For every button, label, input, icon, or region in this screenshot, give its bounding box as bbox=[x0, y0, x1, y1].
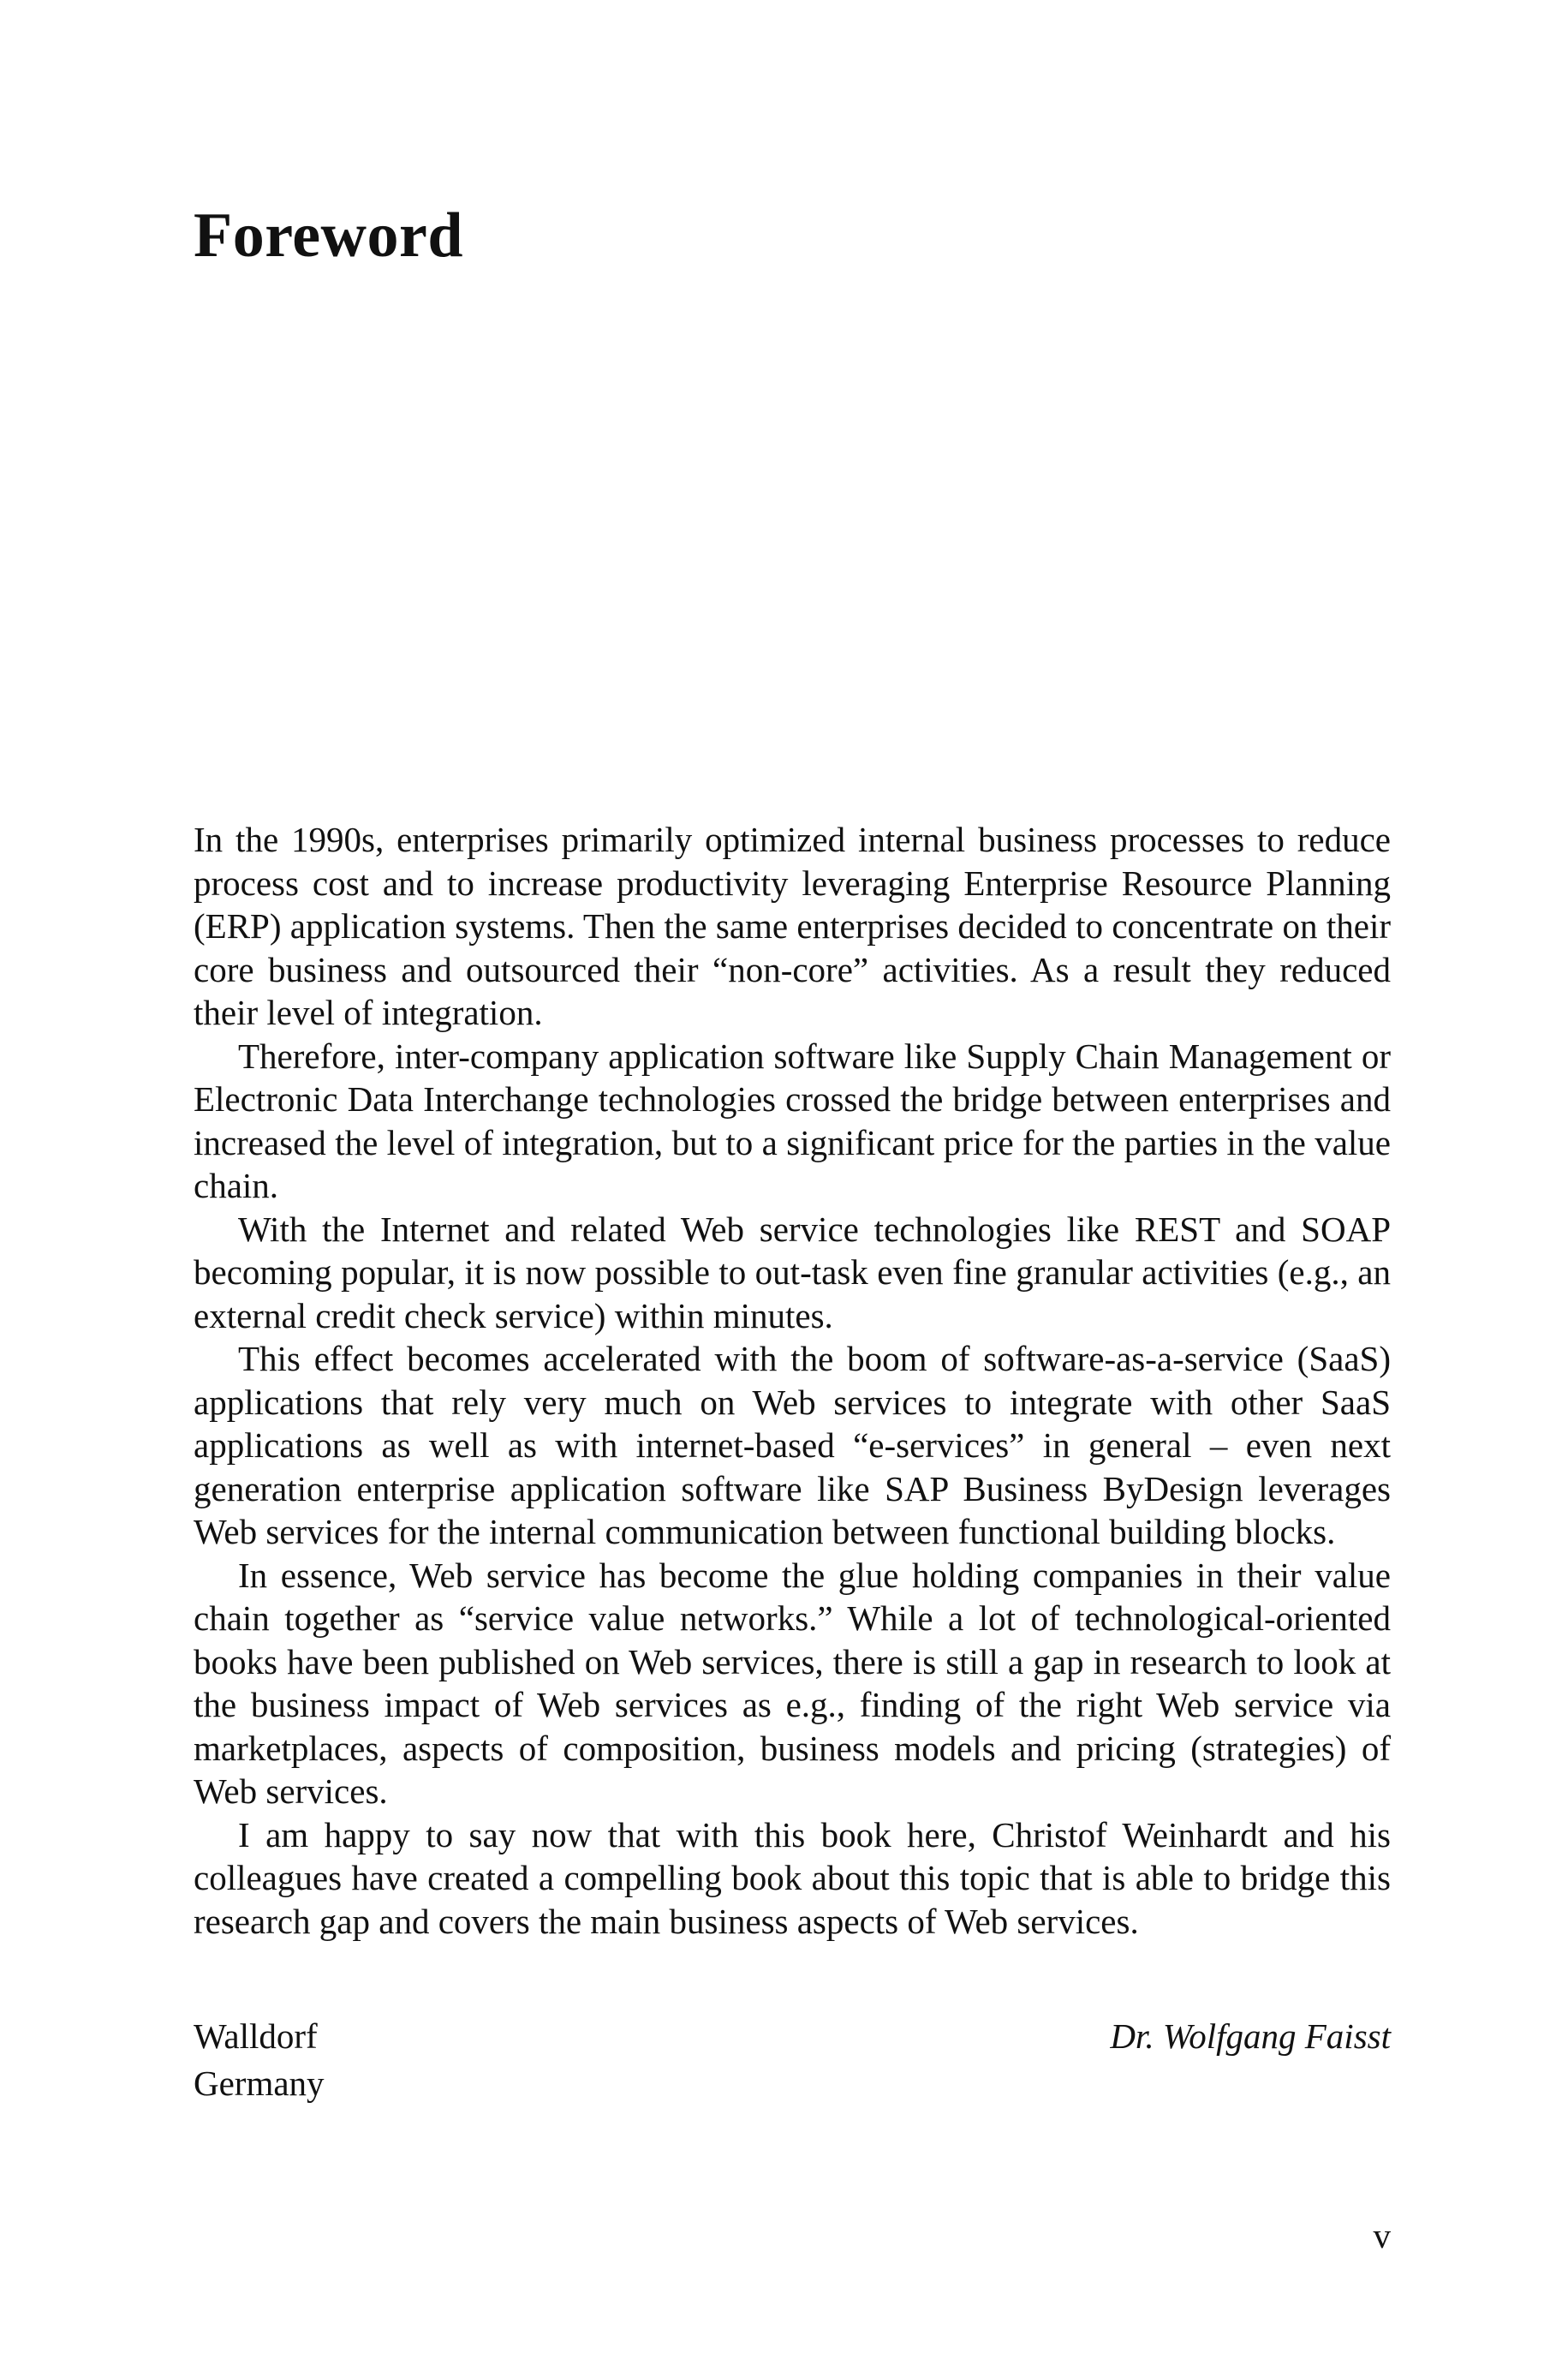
paragraph: I am happy to say now that with this book here, Christof Weinhardt and his colleagues have created a compelling book about this topic that is able to bridge this research gap and covers the main business aspects of Web services. bbox=[194, 1814, 1391, 1941]
chapter-title: Foreword bbox=[194, 200, 463, 271]
signature-block bbox=[194, 2013, 1391, 2107]
signature-author: Dr. Wolfgang Faisst bbox=[1110, 2016, 1391, 2056]
foreword-body bbox=[194, 818, 1391, 1943]
paragraph: Therefore, inter-company application software like Supply Chain Management or Electronic Data Interchange technologies crossed the bridge between enterprises and increased the level of integration, but to a significant price for the parties in the value chain. bbox=[194, 1036, 1391, 1205]
signature-country: Germany bbox=[194, 2063, 325, 2103]
signature-city: Walldorf bbox=[194, 2016, 318, 2056]
paragraph: In essence, Web service has become the glue holding companies in their value chain together as “service value networks.” While a lot of technological-oriented books have been published on Web services, there is still a gap in research to look at the business impact of Web services as e.g., finding of the right Web service via marketplaces, aspects of composition, business models and pricing (strategies) of Web services. bbox=[194, 1555, 1391, 1811]
paragraph: This effect becomes accelerated with the boom of software-as-a-service (SaaS) applications that rely very much on Web services to integrate with other SaaS applications as well as with internet-based “e-services” in general – even next generation enterprise application software like SAP Business ByDesign leverages Web services for the internal communication between functional building blocks. bbox=[194, 1339, 1391, 1551]
paragraph: In the 1990s, enterprises primarily optimized internal business processes to reduce process cost and to increase productivity leveraging Enterprise Resource Planning (ERP) application systems. Then the same enterprises decided to concentrate on their core business and outsourced their “non-core” activities. As a result they reduced their level of integration. bbox=[194, 820, 1391, 1032]
page-number: v bbox=[1373, 2216, 1391, 2255]
paragraph: With the Internet and related Web service technologies like REST and SOAP becoming popular, it is now possible to out-task even fine granular activities (e.g., an external credit check service) within minutes. bbox=[194, 1209, 1391, 1335]
